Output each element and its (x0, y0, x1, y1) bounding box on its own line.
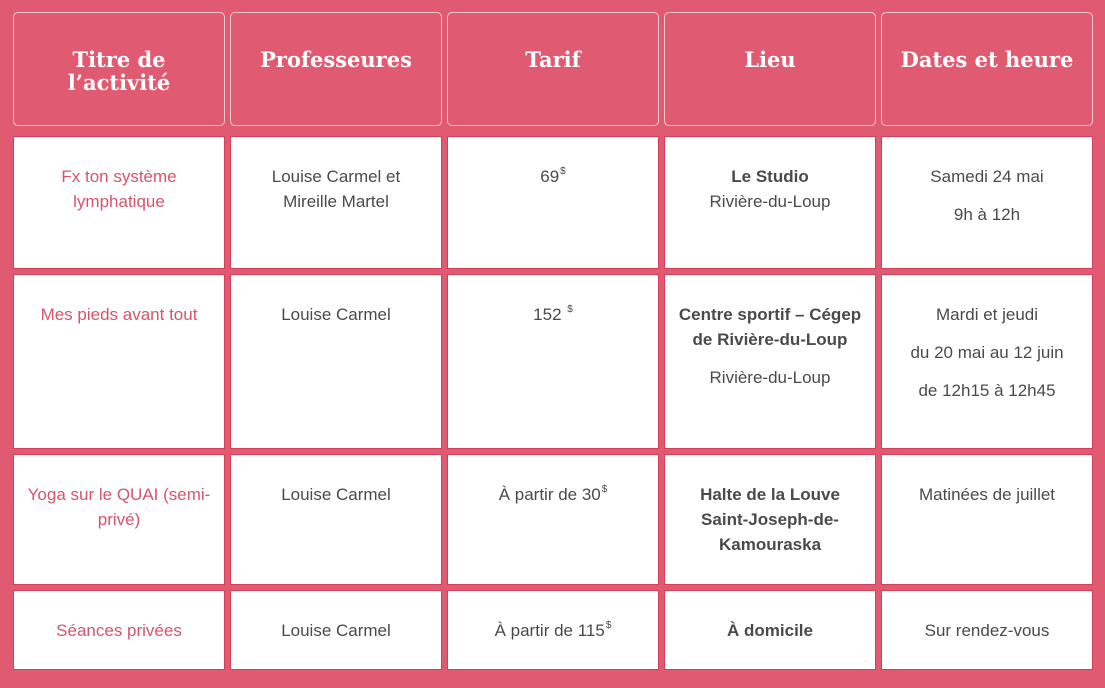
row-2-date-line-3: de 12h15 à 12h45 (918, 381, 1056, 400)
row-4-dates (881, 590, 1093, 670)
row-2-teachers (230, 274, 442, 449)
row-3-title (13, 454, 225, 585)
row-1-teachers-text: Louise Carmel et Mireille Martel (271, 167, 401, 211)
header-dates-label: Dates et heure (900, 47, 1074, 72)
row-3-price-currency: $ (601, 484, 608, 495)
row-1-teachers (230, 136, 442, 269)
row-2-teachers-text: Louise Carmel (281, 305, 391, 324)
row-3-title-text: Yoga sur le QUAI (semi-privé) (27, 485, 211, 529)
header-title-label: Titre de l’activité (67, 47, 171, 95)
row-4-location (664, 590, 876, 670)
row-4-title (13, 590, 225, 670)
header-dates (881, 12, 1093, 126)
row-2-date-line-1: Mardi et jeudi (935, 305, 1039, 324)
row-1-location (664, 136, 876, 269)
row-4-teachers-text: Louise Carmel (281, 621, 391, 640)
row-4-price (447, 590, 659, 670)
row-4-teachers (230, 590, 442, 670)
row-2-date-line-2: du 20 mai au 12 juin (910, 343, 1064, 362)
row-2-price-value: 152 (533, 305, 567, 324)
row-4-title-text: Séances privées (56, 621, 182, 640)
row-3-price (447, 454, 659, 585)
row-1-price-value: 69 (540, 167, 560, 186)
row-1-title (13, 136, 225, 269)
header-location-label: Lieu (744, 47, 796, 72)
row-2-dates (881, 274, 1093, 449)
row-1-date-line-2: 9h à 12h (953, 205, 1021, 224)
row-3-teachers-text: Louise Carmel (281, 485, 391, 504)
row-3-teachers (230, 454, 442, 585)
header-price-label: Tarif (525, 47, 581, 72)
header-location (664, 12, 876, 126)
row-1-title-text: Fx ton système lymphatique (61, 167, 177, 211)
row-4-price-value: À partir de 115 (494, 621, 605, 640)
row-1-dates (881, 136, 1093, 269)
row-1-price-currency: $ (560, 166, 566, 177)
row-2-title-text: Mes pieds avant tout (40, 305, 198, 324)
row-2-title (13, 274, 225, 449)
row-1-city: Rivière-du-Loup (709, 192, 831, 211)
row-3-location (664, 454, 876, 585)
row-2-place: Centre sportif – Cégep de Rivière-du-Loup (678, 305, 862, 349)
row-2-price (447, 274, 659, 449)
row-4-date-line-1: Sur rendez-vous (924, 621, 1050, 640)
row-3-place: Halte de la Louve Saint-Joseph-de-Kamouraska (700, 485, 840, 554)
row-1-place: Le Studio (731, 167, 809, 186)
row-4-price-currency: $ (605, 620, 612, 631)
header-teachers (230, 12, 442, 126)
row-4-place: À domicile (727, 621, 813, 640)
header-title (13, 12, 225, 126)
header-teachers-label: Professeures (260, 47, 412, 72)
row-2-city: Rivière-du-Loup (709, 368, 831, 387)
row-3-price-value: À partir de 30 (498, 485, 601, 504)
activities-table (13, 12, 1093, 670)
row-1-price (447, 136, 659, 269)
row-1-date-line-1: Samedi 24 mai (930, 167, 1044, 186)
row-2-price-currency: $ (567, 304, 573, 315)
header-price (447, 12, 659, 126)
row-3-dates (881, 454, 1093, 585)
row-2-location (664, 274, 876, 449)
row-3-date-line-1: Matinées de juillet (918, 485, 1056, 504)
